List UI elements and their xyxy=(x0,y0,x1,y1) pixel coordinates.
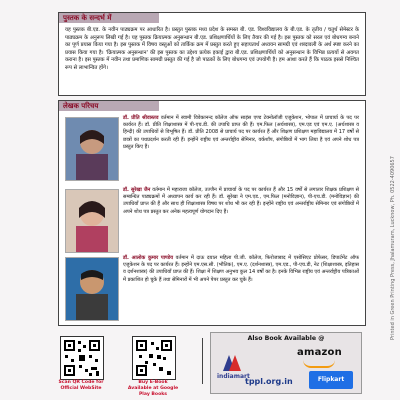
divider xyxy=(202,338,203,384)
about-book-body: यह पुस्तक बी.एड. के नवीन पाठ्यक्रम पर आधारित है। प्रस्तुत पुस्तक मध्य प्रदेश के समस्त बी. एड. विश्वविद्यालय के बी.एड. के तृतीय / चतुर्थ सेमेस्टर के पाठ्यक्रम के अनुरूप लिखी गई है। यह पुस्तक क्रियात्मक अनुसन्धान बी.एड. प्रशिक्षणार्थियों के लिए तैयार की गई है। इस पुस्तक को सरल एवं बोधगम्य बनाने का पूर्ण प्रयास किया गया है। इस पुस्तक में विषय वस्तुओं को तार्किक क्रम में प्रस्तुत करते हुए सहायतार्थ अध्ययन सामग्री एवं शब्दावली के अर्थ स्पष्ट करने का प्रयास किया गया है। 'क्रियात्मक अनुसन्धान' की इस पुस्तक का उद्देश्य प्रत्येक इकाई द्वारा बी.एड. प्रशिक्षणार्थियों को अनुसन्धान के विभिन्न प्रत्ययों से अवगत कराना है। इस पुस्तक में नवीन तथा प्रमाणिक सामग्री प्रस्तुत की गई है जो पाठकों के लिए बोधगम्य एवं उपयोगी है। हम आशा करते हैं कि पाठक इससे निश्चित रूप से लाभान्वित होंगे। xyxy=(65,27,359,71)
author-bio-text: वर्तमान में महाराजा कॉलेज, उज्जैन में प्राचार्या के पद पर कार्यरत हैं और 15 वर्षों से लगातार शिक्षक प्रशिक्षण से सम्बन्धित पाठ्यक्रमों में अध्यापन कार्य कर रही हैं। डॉ. सुरेखा ने एम.एड., एम.फिल (मनोविज्ञान), पी-एच.डी. (मनोविज्ञान) की उपाधियाँ प्राप्त की हैं और साथ ही शिक्षाशास्त्र विषय पर शोध भी कर रही हैं। इन्होंने राष्ट्रीय एवं अन्तर्राष्ट्रीय सेमिनार एवं संगोष्ठियों में अपने शोध पत्र प्रस्तुत कर अनेक महत्वपूर्ण योगदान दिए हैं। xyxy=(123,187,359,215)
author-photo xyxy=(65,189,119,253)
about-book-box xyxy=(58,12,366,96)
qr-code-icon[interactable] xyxy=(60,336,104,380)
tppl-link[interactable]: tppl.org.in xyxy=(245,377,293,386)
author-photo xyxy=(65,117,119,181)
indiamart-logo[interactable] xyxy=(217,351,287,380)
author-bio xyxy=(123,115,359,151)
author-name: डॉ. सुरेखा जैन xyxy=(123,187,151,193)
about-book-title: पुस्तक के सन्दर्भ में xyxy=(63,14,112,22)
author-bio xyxy=(123,255,359,284)
author-card xyxy=(65,115,359,185)
author-bio-text: वर्तमान में दाऊ दयाल महिला पी.जी. कॉलेज, फिरोजाबाद में एसोसिएट प्रोफेसर, डिपार्टमेंट ऑफ एजुकेशन के पद पर कार्यरत हैं। इन्होंने एम.एस.सी. (भौतिक), एम.ए. (दर्शनशास्त्र), एम.एड., पी-एच.डी, नेट (शिक्षाशास्त्र, इतिहास व दर्शनशास्त्र) की उपाधियाँ प्राप्त की हैं। शिक्षा में शिक्षण अनुभव कुल 14 वर्षों का है। इनके विभिन्न राष्ट्रीय एवं अन्तर्राष्ट्रीय पत्रिकाओं में प्रकाशित हो चुके हैं तथा सेमिनारों में भी अपने पेपर प्रस्तुत कर चुके हैं। xyxy=(123,255,359,283)
amazon-logo[interactable]: amazon xyxy=(297,347,342,358)
author-bio-text: वर्तमान में स्वामी विवेकानन्द कॉलेज ऑफ साइंस एण्ड टेक्नोलॉजी एजुकेशन, भोपाल में प्राचार्या के पद पर कार्यरत हैं। डॉ. प्रीति शिक्षाशास्त्र में पी-एच.डी. की उपाधि प्राप्त की हैं। एम.फिल (अर्थशास्त्र), एम.एड एवं एम.ए. (अर्थशास्त्र व हिन्दी) की उपाधियों से विभूषित हैं। डॉ. प्रीति 2008 से प्राचार्य पद पर कार्यरत हैं और शिक्षण प्रशिक्षण महाविद्यालय में 17 वर्षों से छात्रों का पथप्रदर्शन करती रही हैं। इन्होंने राष्ट्रीय एवं अन्तर्राष्ट्रीय सेमिनार, वर्कशॉप, संगोष्ठियों में भाग लिया है एवं अपने शोध पत्र प्रस्तुत किए हैं। xyxy=(123,115,360,150)
author-photo xyxy=(65,257,119,321)
stores-panel xyxy=(210,332,362,394)
authors-box xyxy=(58,100,366,326)
stores-title: Also Book Available @ xyxy=(247,335,325,342)
qr-website-caption: Scan QR Code for Official WebSite xyxy=(58,380,104,391)
amazon-smile-icon xyxy=(303,360,335,368)
author-bio xyxy=(123,187,359,216)
printer-note: Printed in Green Printing Press, Jhalamuram, Lucknow, Ph. 0522-4090657 xyxy=(390,156,396,340)
author-name: डॉ. आलोक कुमार पाण्डेय xyxy=(123,255,173,261)
author-name: डॉ. प्रीति श्रीवास्तव xyxy=(123,115,159,121)
indiamart-label: indiamart xyxy=(217,373,250,380)
bottom-bar xyxy=(58,332,364,397)
qr-playbooks-caption: Buy E-Book Available at Google Play Books xyxy=(127,380,179,397)
author-card xyxy=(65,187,359,257)
author-card xyxy=(65,255,359,325)
flipkart-logo[interactable]: Flipkart xyxy=(309,371,353,389)
authors-title: लेखक परिचय xyxy=(63,102,99,110)
qr-code-icon[interactable] xyxy=(132,336,176,380)
